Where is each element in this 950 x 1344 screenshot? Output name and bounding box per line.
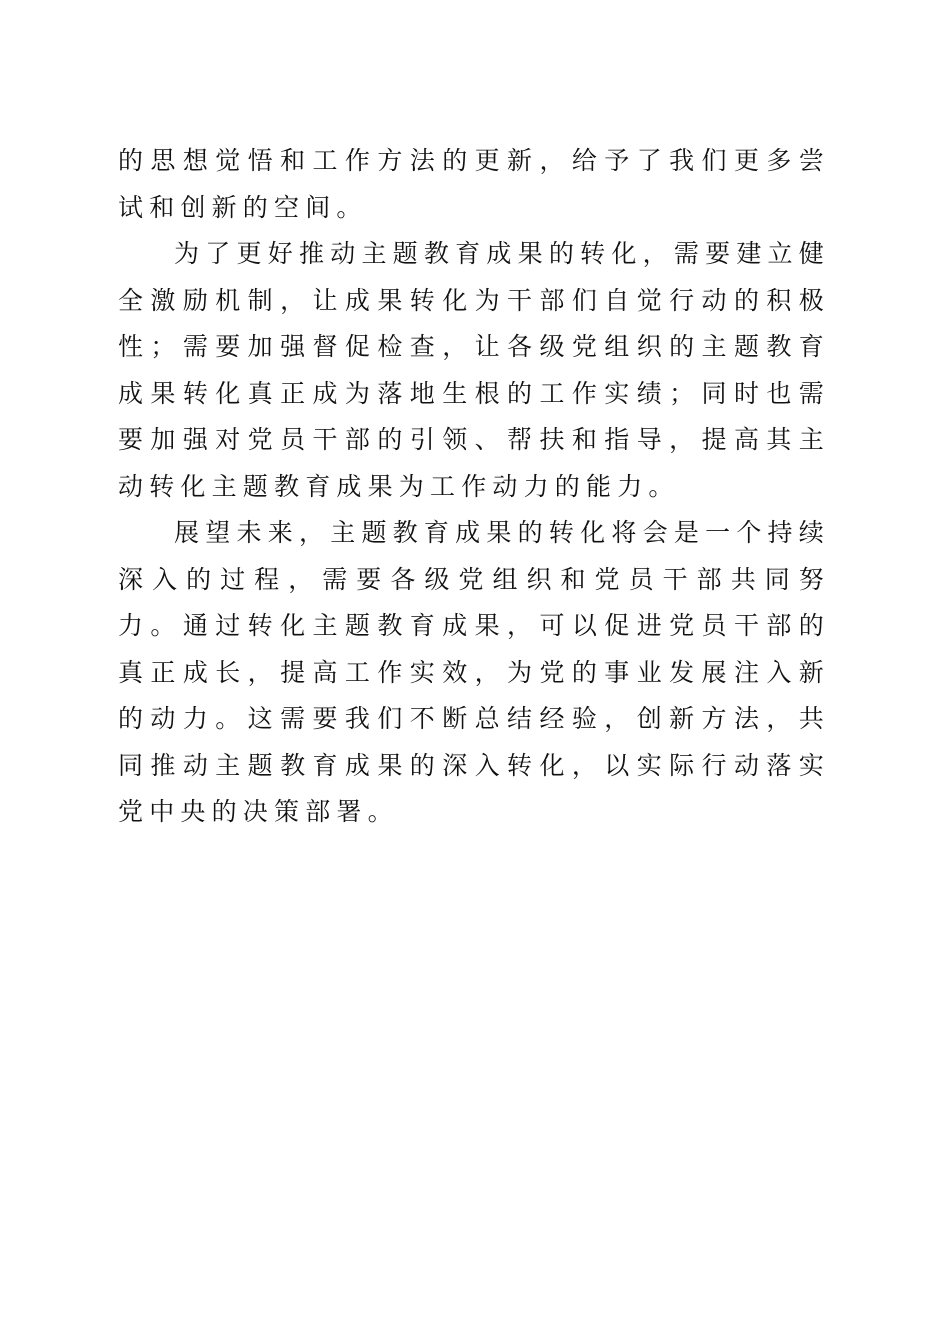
paragraph-outlook: 展望未来，主题教育成果的转化将会是一个持续深入的过程，需要各级党组织和党员干部共同努力。通过转化主题教育成果，可以促进党员干部的真正成长，提高工作实效，为党的事业发展注入新的动力。这需要我们不断总结经验，创新方法，共同推动主题教育成果的深入转化，以实际行动落实党中央的决策部署。 (118, 518, 830, 826)
paragraph-incentive-mechanism: 为了更好推动主题教育成果的转化，需要建立健全激励机制，让成果转化为干部们自觉行动的积极性；需要加强督促检查，让各级党组织的主题教育成果转化真正成为落地生根的工作实绩；同时也需要加强对党员干部的引领、帮扶和指导，提高其主动转化主题教育成果为工作动力的能力。 (118, 239, 830, 501)
paragraph-continuation: 的思想觉悟和工作方法的更新，给予了我们更多尝试和创新的空间。 (118, 146, 830, 222)
document-body (118, 138, 830, 836)
